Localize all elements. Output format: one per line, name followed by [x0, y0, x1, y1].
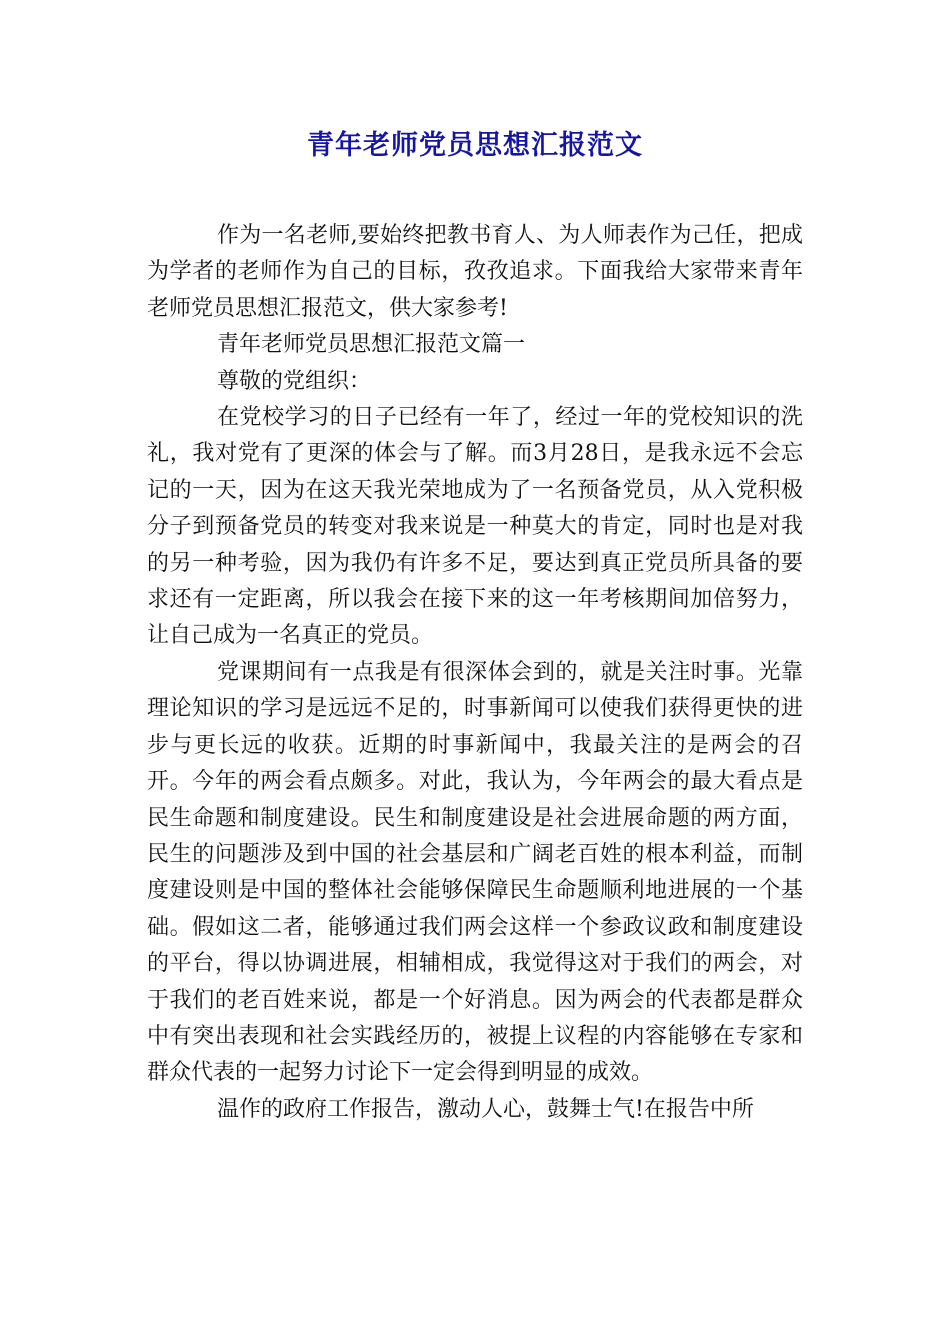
paragraph-intro: 作为一名老师,要始终把教书育人、为人师表作为己任，把成为学者的老师作为自己的目标，孜孜追求。下面我给大家带来青年老师党员思想汇报范文，供大家参考! [147, 223, 803, 321]
document-title: 青年老师党员思想汇报范文 [307, 130, 643, 161]
paragraph-body-1: 在党校学习的日子已经有一年了，经过一年的党校知识的洗礼，我对党有了更深的体会与了解。而3月28日，是我永远不会忘记的一天，因为在这天我光荣地成为了一名预备党员，从入党积极分子到预备党员的转变对我来说是一种莫大的肯定，同时也是对我的另一种考验，因为我仍有许多不足，要达到真正党员所具备的要求还有一定距离，所以我会在接下来的这一年考核期间加倍努力，让自己成为一名真正的党员。 [147, 405, 803, 649]
paragraph-body-2: 党课期间有一点我是有很深体会到的，就是关注时事。光靠理论知识的学习是远远不足的，时事新闻可以使我们获得更快的进步与更长远的收获。近期的时事新闻中，我最关注的是两会的召开。今年的两会看点颇多。对此，我认为，今年两会的最大看点是民生命题和制度建设。民生和制度建设是社会进展命题的两方面，民生的问题涉及到中国的社会基层和广阔老百姓的根本利益，而制度建设则是中国的整体社会能够保障民生命题顺利地进展的一个基础。假如这二者，能够通过我们两会这样一个参政议政和制度建设的平台，得以协调进展，相辅相成，我觉得这对于我们的两会，对于我们的老百姓来说，都是一个好消息。因为两会的代表都是群众中有突出表现和社会实践经历的，被提上议程的内容能够在专家和群众代表的一起努力讨论下一定会得到明显的成效。 [147, 659, 803, 1086]
paragraph-salutation: 尊敬的党组织： [217, 368, 372, 394]
paragraph-body-3: 温作的政府工作报告，激动人心，鼓舞士气!在报告中所 [217, 1096, 754, 1122]
document-body [147, 218, 803, 1128]
paragraph-section-heading: 青年老师党员思想汇报范文篇一 [217, 332, 526, 358]
